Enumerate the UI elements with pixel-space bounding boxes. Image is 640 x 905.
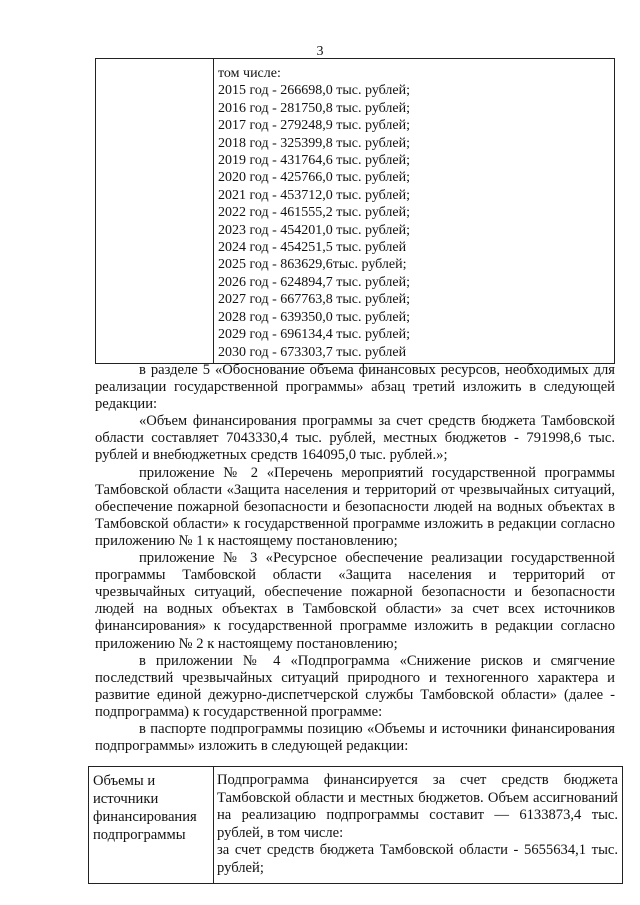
year-row: 2021 год - 453712,0 тыс. рублей; [218, 187, 411, 203]
paragraph-appendix2: приложение № 2 «Перечень мероприятий государственной программы Тамбовской области «Защита населения и территорий от чрезвычайных ситуаций, обеспечение пожарной безопасности и безопасности людей на водных объектах в Тамбовской области» к государственной программе изложить в редакции согласно приложению № 1 к настоящему постановлению; [95, 464, 615, 549]
year-row: 2025 год - 863629,6тыс. рублей; [218, 257, 407, 273]
year-row: 2016 год - 281750,8 тыс. рублей; [218, 100, 411, 116]
subprogram-funding-text: Подпрограмма финансируется за счет средств бюджета Тамбовской области и местных бюджетов. Объем ассигнований на реализацию подпрограммы составит — 6133873,4 тыс. рублей, в том числе: [217, 772, 618, 841]
funding-by-year-cell [218, 65, 610, 361]
funding-intro: том числе: [218, 66, 281, 81]
subprogram-funding-table [88, 766, 623, 884]
position-name-cell: Объемы и источники финансирования подпрограммы [93, 773, 197, 843]
document-body [95, 362, 615, 755]
year-row: 2019 год - 431764,6 тыс. рублей; [218, 153, 411, 169]
paragraph-section5: в разделе 5 «Обоснование объема финансовых ресурсов, необходимых для реализации государственной программы» абзац третий изложить в следующей редакции: [95, 362, 615, 413]
paragraph-appendix4: в приложении № 4 «Подпрограмма «Снижение рисков и смягчение последствий чрезвычайных ситуаций природного и техногенного характера и развитие единой дежурно-диспетчерской службы Тамбовской области» (далее - подпрограмма) к государственной программе: [95, 652, 615, 720]
funding-table-continued [95, 58, 615, 364]
year-row: 2024 год - 454251,5 тыс. рублей [218, 240, 407, 256]
paragraph-appendix3: приложение № 3 «Ресурсное обеспечение реализации государственной программы Тамбовской области «Защита населения и территорий от чрезвычайных ситуаций, обеспечение пожарной безопасности и безопасности людей на водных объектах в Тамбовской области» за счет всех источников финансирования» к государственной программе изложить в редакции согласно приложению № 2 к настоящему постановлению; [95, 550, 615, 652]
year-row: 2029 год - 696134,4 тыс. рублей; [218, 327, 411, 343]
paragraph-passport: в паспорте подпрограммы позицию «Объемы и источники финансирования подпрограммы» изложить в следующей редакции: [95, 720, 615, 755]
paragraph-funding-quote: «Объем финансирования программы за счет средств бюджета Тамбовской области составляет 7043330,4 тыс. рублей, местных бюджетов - 791998,6 тыс. рублей и внебюджетных средств 164095,0 тыс. рублей.»; [95, 413, 615, 464]
year-row: 2026 год - 624894,7 тыс. рублей; [218, 274, 411, 290]
position-value-cell [217, 772, 618, 878]
year-row: 2027 год - 667763,8 тыс. рублей; [218, 292, 411, 308]
table-column-divider [213, 767, 214, 883]
year-row: 2023 год - 454201,0 тыс. рублей; [218, 222, 411, 238]
year-row: 2020 год - 425766,0 тыс. рублей; [218, 170, 411, 186]
year-row: 2017 год - 279248,9 тыс. рублей; [218, 118, 411, 134]
year-row: 2028 год - 639350,0 тыс. рублей; [218, 309, 411, 325]
year-row: 2018 год - 325399,8 тыс. рублей; [218, 135, 411, 151]
page-number: 3 [316, 44, 324, 59]
table-column-divider [213, 59, 214, 363]
year-row: 2022 год - 461555,2 тыс. рублей; [218, 205, 411, 221]
year-row: 2015 год - 266698,0 тыс. рублей; [218, 83, 411, 99]
regional-budget-text: за счет средств бюджета Тамбовской области - 5655634,1 тыс. рублей; [217, 842, 618, 876]
year-row: 2030 год - 673303,7 тыс. рублей [218, 344, 407, 360]
